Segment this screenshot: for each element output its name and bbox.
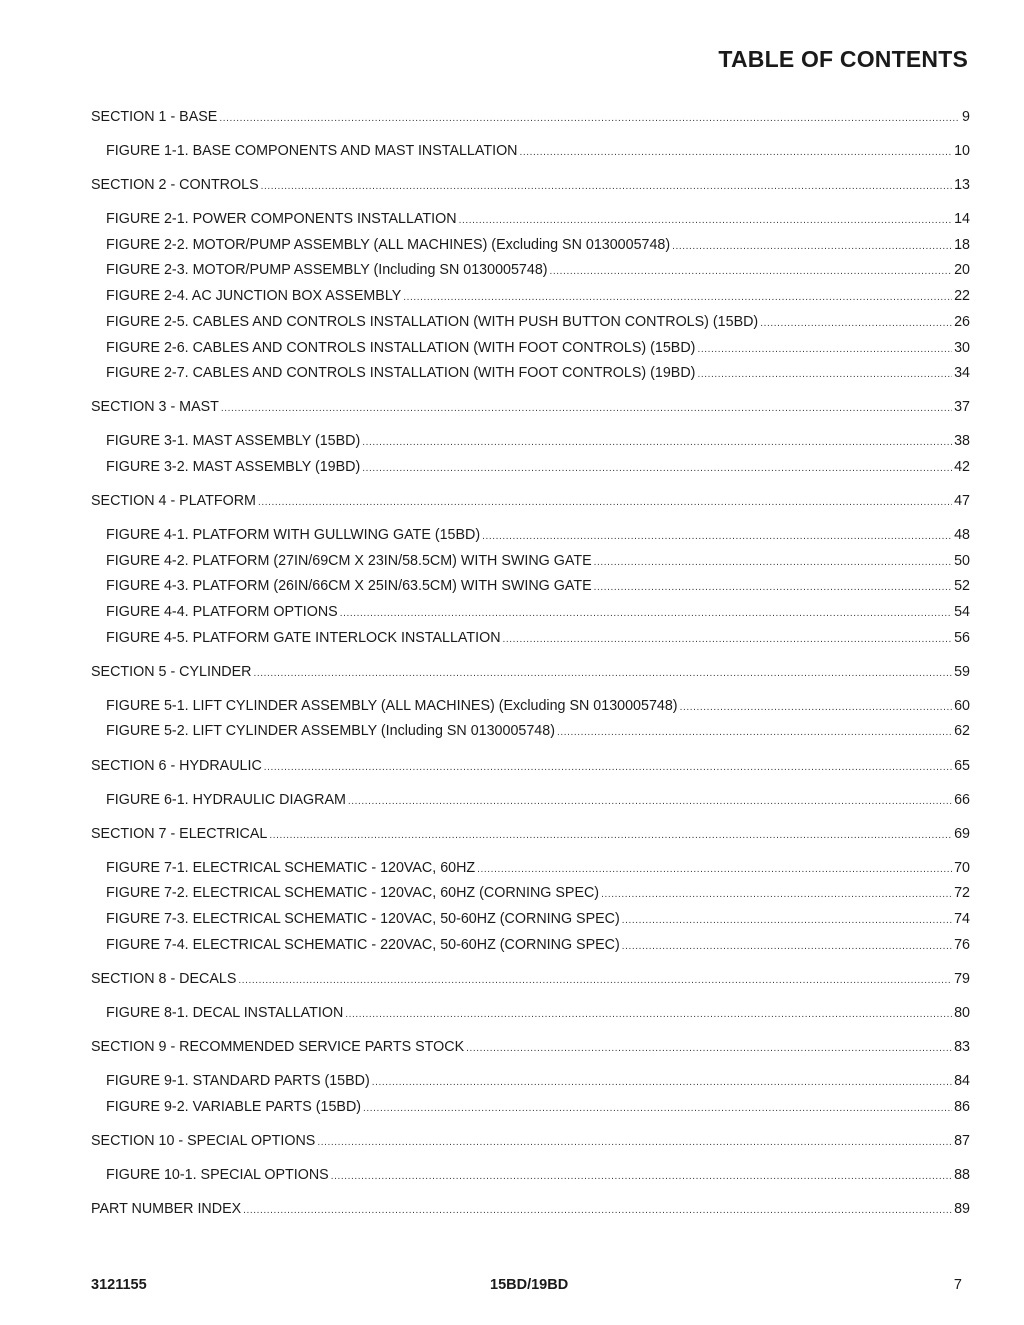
dot-leader <box>253 665 952 683</box>
toc-figure-entry[interactable] <box>106 1166 970 1184</box>
toc-entry-title: SECTION 6 - HYDRAULIC <box>91 758 262 774</box>
dot-leader <box>331 1168 952 1186</box>
toc-entry-title: FIGURE 6-1. HYDRAULIC DIAGRAM <box>106 792 346 808</box>
page-title: TABLE OF CONTENTS <box>718 46 968 72</box>
toc-section-entry[interactable] <box>91 176 970 194</box>
toc-entry-title: FIGURE 4-4. PLATFORM OPTIONS <box>106 604 338 620</box>
toc-entry-page: 60 <box>954 698 970 714</box>
toc-figure-entry[interactable] <box>106 859 970 877</box>
dot-leader <box>221 400 952 418</box>
toc-figure-entry[interactable] <box>106 313 970 331</box>
toc-entry-title: FIGURE 2-4. AC JUNCTION BOX ASSEMBLY <box>106 288 402 304</box>
toc-entry-title: FIGURE 1-1. BASE COMPONENTS AND MAST INSTALLATION <box>106 143 518 159</box>
toc-entry-title: FIGURE 4-2. PLATFORM (27IN/69CM X 23IN/58.5CM) WITH SWING GATE <box>106 553 592 569</box>
toc-entry-title: FIGURE 9-2. VARIABLE PARTS (15BD) <box>106 1099 362 1115</box>
dot-leader <box>503 631 953 649</box>
toc-figure-entry[interactable] <box>106 364 970 382</box>
dot-leader <box>466 1040 952 1058</box>
toc-entry-page: 70 <box>954 860 970 876</box>
toc-section-entry[interactable] <box>91 663 970 681</box>
toc-figure-entry[interactable] <box>106 210 970 228</box>
toc-figure-entry[interactable] <box>106 629 970 647</box>
toc-entry-page: 54 <box>954 604 970 620</box>
toc-figure-entry[interactable] <box>106 236 970 254</box>
footer-model: 15BD/19BD <box>490 1277 569 1293</box>
toc-figure-entry[interactable] <box>106 577 970 595</box>
toc-figure-entry[interactable] <box>106 1072 970 1090</box>
dot-leader <box>238 972 952 990</box>
toc-entry-page: 47 <box>954 493 970 509</box>
toc-figure-entry[interactable] <box>106 1098 970 1116</box>
toc-entry-title: FIGURE 2-3. MOTOR/PUMP ASSEMBLY (Including SN 0130005748) <box>106 262 548 278</box>
toc-figure-entry[interactable] <box>106 697 970 715</box>
toc-entry-page: 26 <box>954 314 970 330</box>
toc-section-entry[interactable] <box>91 1200 970 1218</box>
dot-leader <box>477 861 952 879</box>
toc-entry-page: 37 <box>954 399 970 415</box>
toc-entry-page: 59 <box>954 664 970 680</box>
toc-entry-title: FIGURE 4-3. PLATFORM (26IN/66CM X 25IN/63.5CM) WITH SWING GATE <box>106 578 592 594</box>
toc-entry-title: SECTION 5 - CYLINDER <box>91 664 252 680</box>
toc-entry-page: 87 <box>954 1133 970 1149</box>
toc-figure-entry[interactable] <box>106 458 970 476</box>
toc-entry-title: FIGURE 7-4. ELECTRICAL SCHEMATIC - 220VAC, 50-60HZ (CORNING SPEC) <box>106 937 620 953</box>
dot-leader <box>345 1006 952 1024</box>
toc-entry-title: FIGURE 2-2. MOTOR/PUMP ASSEMBLY (ALL MACHINES) (Excluding SN 0130005748) <box>106 237 671 253</box>
dot-leader <box>340 605 952 623</box>
toc-entry-page: 72 <box>954 885 970 901</box>
toc-entry-title: SECTION 3 - MAST <box>91 399 219 415</box>
toc-entry-title: FIGURE 5-2. LIFT CYLINDER ASSEMBLY (Including SN 0130005748) <box>106 723 555 739</box>
toc-entry-page: 48 <box>954 527 970 543</box>
toc-entry-page: 20 <box>954 262 970 278</box>
toc-entry-page: 83 <box>954 1039 970 1055</box>
toc-entry-title: FIGURE 2-1. POWER COMPONENTS INSTALLATION <box>106 211 457 227</box>
dot-leader <box>219 110 960 128</box>
dot-leader <box>760 315 952 333</box>
toc-entry-title: FIGURE 10-1. SPECIAL OPTIONS <box>106 1167 329 1183</box>
dot-leader <box>557 724 952 742</box>
dot-leader <box>403 289 952 307</box>
toc-entry-page: 30 <box>954 340 970 356</box>
toc-entry-title: PART NUMBER INDEX <box>91 1201 242 1217</box>
toc-figure-entry[interactable] <box>106 791 970 809</box>
toc-entry-page: 86 <box>954 1099 970 1115</box>
toc-entry-page: 65 <box>954 758 970 774</box>
toc-entry-title: FIGURE 7-2. ELECTRICAL SCHEMATIC - 120VAC, 60HZ (CORNING SPEC) <box>106 885 600 901</box>
footer-page-number: 7 <box>953 1277 962 1293</box>
toc-section-entry[interactable] <box>91 108 970 126</box>
toc-section-entry[interactable] <box>91 1038 970 1056</box>
dot-leader <box>697 366 952 384</box>
dot-leader <box>697 341 952 359</box>
toc-entry-title: FIGURE 7-1. ELECTRICAL SCHEMATIC - 120VAC, 60HZ <box>106 860 476 876</box>
dot-leader <box>363 1100 952 1118</box>
toc-figure-entry[interactable] <box>106 884 970 902</box>
toc-section-entry[interactable] <box>91 398 970 416</box>
toc-entry-title: SECTION 7 - ELECTRICAL <box>91 826 268 842</box>
toc-entry-title: FIGURE 3-2. MAST ASSEMBLY (19BD) <box>106 459 361 475</box>
toc-entry-page: 22 <box>954 288 970 304</box>
toc-entry-title: FIGURE 2-6. CABLES AND CONTROLS INSTALLATION (WITH FOOT CONTROLS) (15BD) <box>106 340 696 356</box>
toc-entry-page: 56 <box>954 630 970 646</box>
dot-leader <box>594 579 952 597</box>
toc-entry-page: 34 <box>954 365 970 381</box>
dot-leader <box>601 886 952 904</box>
toc-section-entry[interactable] <box>91 492 970 510</box>
toc-entry-title: SECTION 4 - PLATFORM <box>91 493 256 509</box>
toc-figure-entry[interactable] <box>106 910 970 928</box>
toc-entry-title: FIGURE 4-1. PLATFORM WITH GULLWING GATE (15BD) <box>106 527 481 543</box>
toc-entry-title: FIGURE 2-5. CABLES AND CONTROLS INSTALLATION (WITH PUSH BUTTON CONTROLS) (15BD) <box>106 314 759 330</box>
dot-leader <box>520 144 953 162</box>
toc-entry-title: FIGURE 7-3. ELECTRICAL SCHEMATIC - 120VAC, 50-60HZ (CORNING SPEC) <box>106 911 620 927</box>
dot-leader <box>594 554 952 572</box>
toc-entry-title: SECTION 10 - SPECIAL OPTIONS <box>91 1133 316 1149</box>
toc-figure-entry[interactable] <box>106 287 970 305</box>
dot-leader <box>680 699 953 717</box>
toc-entry-page: 9 <box>962 109 970 125</box>
toc-figure-entry[interactable] <box>106 526 970 544</box>
toc-entry-title: FIGURE 3-1. MAST ASSEMBLY (15BD) <box>106 433 361 449</box>
toc-figure-entry[interactable] <box>106 552 970 570</box>
toc-section-entry[interactable] <box>91 1132 970 1150</box>
dot-leader <box>459 212 953 230</box>
dot-leader <box>622 912 952 930</box>
toc-section-entry[interactable] <box>91 757 970 775</box>
toc-figure-entry[interactable] <box>106 722 970 740</box>
toc-entry-title: FIGURE 2-7. CABLES AND CONTROLS INSTALLATION (WITH FOOT CONTROLS) (19BD) <box>106 365 696 381</box>
toc-entry-page: 74 <box>954 911 970 927</box>
toc-entry-title: FIGURE 4-5. PLATFORM GATE INTERLOCK INSTALLATION <box>106 630 501 646</box>
toc-entry-title: SECTION 1 - BASE <box>91 109 218 125</box>
toc-entry-title: FIGURE 9-1. STANDARD PARTS (15BD) <box>106 1073 370 1089</box>
dot-leader <box>622 938 952 956</box>
dot-leader <box>258 494 952 512</box>
toc-entry-page: 13 <box>954 177 970 193</box>
toc-entry-page: 38 <box>954 433 970 449</box>
dot-leader <box>243 1202 952 1220</box>
toc-entry-title: SECTION 2 - CONTROLS <box>91 177 259 193</box>
toc-section-entry[interactable] <box>91 970 970 988</box>
dot-leader <box>264 759 952 777</box>
toc-entry-title: FIGURE 5-1. LIFT CYLINDER ASSEMBLY (ALL MACHINES) (Excluding SN 0130005748) <box>106 698 678 714</box>
dot-leader <box>269 827 952 845</box>
toc-entry-page: 69 <box>954 826 970 842</box>
toc-entry-page: 84 <box>954 1073 970 1089</box>
dot-leader <box>362 460 952 478</box>
toc-entry-page: 80 <box>954 1005 970 1021</box>
toc-entry-page: 10 <box>954 143 970 159</box>
toc-entry-page: 42 <box>954 459 970 475</box>
dot-leader <box>672 238 952 256</box>
dot-leader <box>362 434 952 452</box>
toc-entry-title: SECTION 8 - DECALS <box>91 971 237 987</box>
dot-leader <box>482 528 952 546</box>
toc-figure-entry[interactable] <box>106 339 970 357</box>
toc-figure-entry[interactable] <box>106 142 970 160</box>
footer-doc-number: 3121155 <box>91 1277 147 1293</box>
toc-entry-page: 50 <box>954 553 970 569</box>
toc-figure-entry[interactable] <box>106 936 970 954</box>
toc-section-entry[interactable] <box>91 825 970 843</box>
dot-leader <box>317 1134 952 1152</box>
dot-leader <box>261 178 952 196</box>
toc-figure-entry[interactable] <box>106 603 970 621</box>
toc-entry-page: 18 <box>954 237 970 253</box>
toc-entry-title: FIGURE 8-1. DECAL INSTALLATION <box>106 1005 344 1021</box>
toc-figure-entry[interactable] <box>106 432 970 450</box>
dot-leader <box>550 263 953 281</box>
toc-entry-page: 66 <box>954 792 970 808</box>
toc-entry-title: SECTION 9 - RECOMMENDED SERVICE PARTS STOCK <box>91 1039 465 1055</box>
toc-entry-page: 79 <box>954 971 970 987</box>
toc-figure-entry[interactable] <box>106 1004 970 1022</box>
toc-entry-page: 89 <box>954 1201 970 1217</box>
dot-leader <box>372 1074 952 1092</box>
toc-entry-page: 62 <box>954 723 970 739</box>
dot-leader <box>348 793 952 811</box>
toc-entry-page: 88 <box>954 1167 970 1183</box>
toc-entry-page: 52 <box>954 578 970 594</box>
toc-entry-page: 14 <box>954 211 970 227</box>
toc-entry-page: 76 <box>954 937 970 953</box>
toc-figure-entry[interactable] <box>106 261 970 279</box>
